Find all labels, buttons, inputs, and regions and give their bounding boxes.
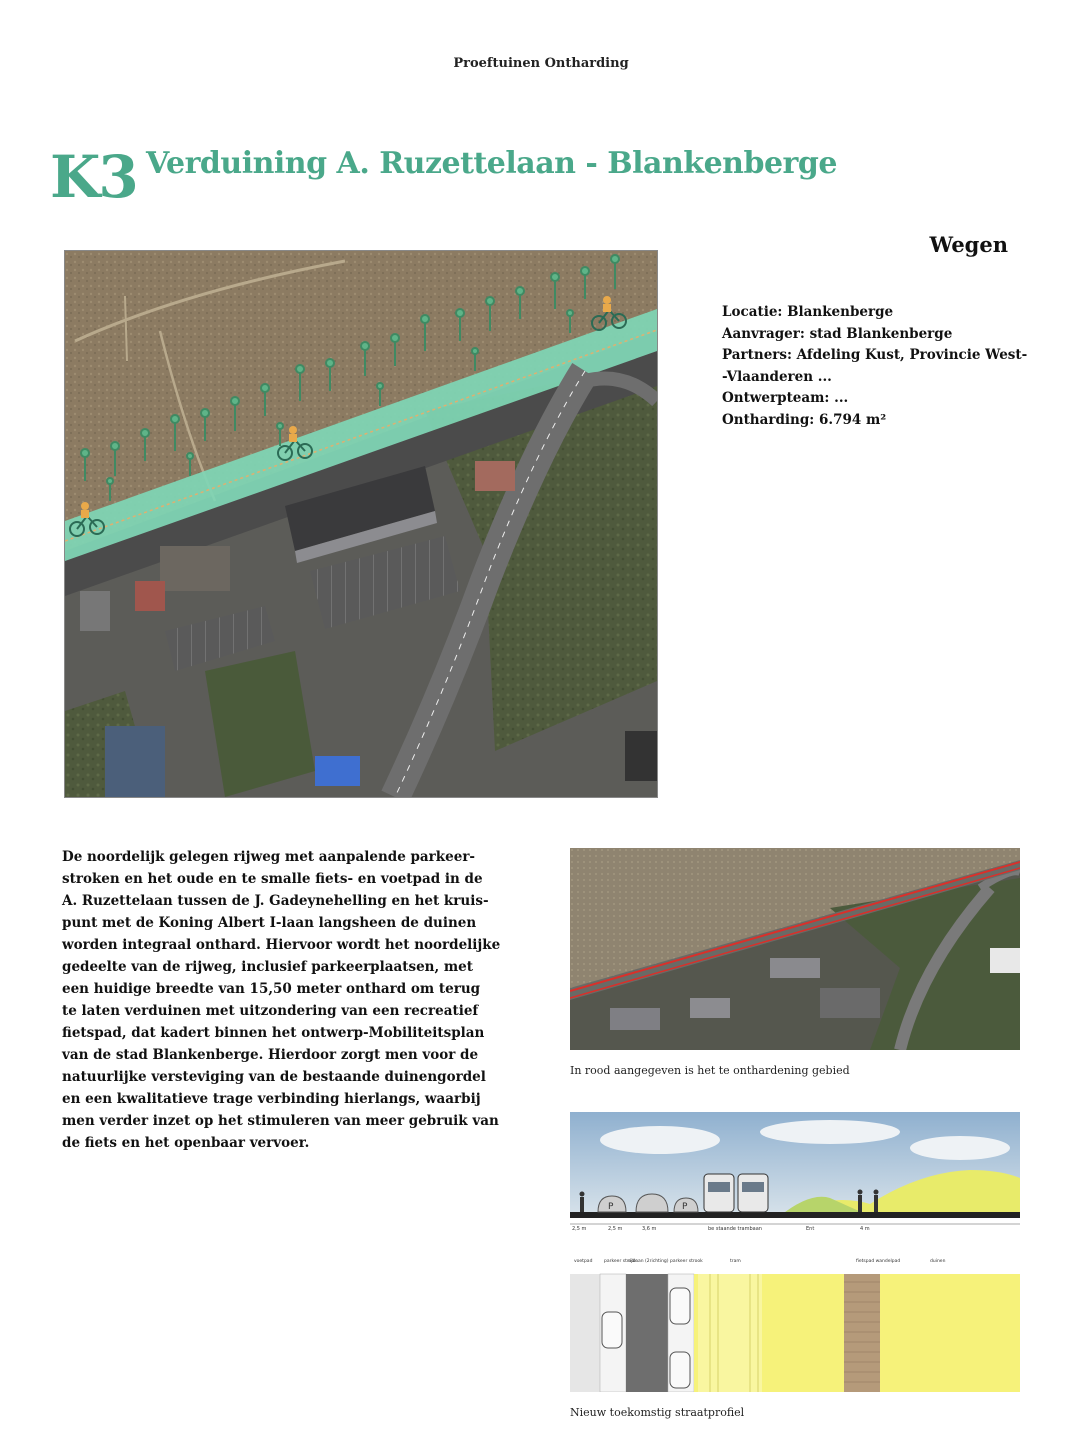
text-line: men verder inzet op het stimuleren van meer gebruik van	[62, 1113, 499, 1129]
meta-partners: Partners: Afdeling Kust, Provincie West-	[722, 347, 1028, 363]
aerial-photo-marked-area	[570, 848, 1020, 1050]
project-code: K3	[50, 143, 137, 211]
dimension-label: 4 m	[860, 1226, 870, 1232]
dimension-label: Ent	[806, 1226, 815, 1232]
plan-label: rijbaan (2richting)	[628, 1259, 669, 1264]
parking-sign-label: P	[608, 1202, 614, 1212]
plan-label: voetpad	[574, 1259, 593, 1264]
text-line: en een kwalitatieve trage verbinding hierlangs, waarbij	[62, 1091, 481, 1107]
aerial-map-illustration	[64, 250, 658, 798]
text-line: te laten verduinen met uitzondering van een recreatief	[62, 1003, 479, 1019]
text-line: A. Ruzettelaan tussen de J. Gadeynehelling en het kruis-	[62, 893, 489, 909]
plan-label: duinen	[930, 1259, 946, 1264]
meta-location: Locatie: Blankenberge	[722, 304, 894, 320]
text-line: de fiets en het openbaar vervoer.	[62, 1135, 310, 1151]
meta-applicant: Aanvrager: stad Blankenberge	[722, 325, 953, 342]
street-profile-drawing	[570, 1112, 1020, 1392]
parking-sign-label: P	[682, 1202, 688, 1212]
plan-label: tram	[730, 1259, 741, 1264]
dimension-label: 2,5 m	[572, 1226, 587, 1232]
plan-label: fietspad wandelpad	[856, 1259, 901, 1264]
dimension-label: 2,5 m	[608, 1226, 623, 1232]
plan-label: parkeer strook	[670, 1259, 703, 1264]
text-line: stroken en het oude en te smalle fiets- en voetpad in de	[62, 871, 483, 887]
project-title: Verduining A. Ruzettelaan - Blankenberge	[146, 146, 837, 181]
photo-caption: In rood aangegeven is het te onthardening gebied	[570, 1064, 850, 1077]
dimension-label: be staande trambaan	[708, 1226, 762, 1232]
project-meta	[722, 302, 1028, 431]
running-header: Proeftuinen Ontharding	[453, 56, 629, 71]
text-line: van de stad Blankenberge. Hierdoor zorgt men voor de	[62, 1047, 479, 1063]
text-line: natuurlijke versteviging van de bestaande duinengordel	[62, 1069, 486, 1085]
text-line: worden integraal onthard. Hiervoor wordt het noordelijke	[62, 937, 501, 953]
text-line: fietspad, dat kadert binnen het ontwerp-Mobiliteitsplan	[62, 1025, 485, 1041]
text-line: gedeelte van de rijweg, inclusief parkeerplaatsen, met	[62, 959, 473, 975]
plan-label: parkeer strook	[604, 1259, 637, 1264]
text-line: een huidige breedte van 15,50 meter onthard om terug	[62, 981, 481, 997]
text-line: De noordelijk gelegen rijweg met aanpalende parkeer-	[62, 849, 476, 865]
meta-unpaved-area: Ontharding: 6.794 m²	[722, 411, 887, 428]
dimension-label: 3,6 m	[642, 1226, 657, 1232]
meta-design-team: Ontwerpteam: ...	[722, 390, 849, 406]
profile-caption: Nieuw toekomstig straatprofiel	[570, 1406, 745, 1419]
description-paragraph	[62, 846, 516, 1154]
text-line: punt met de Koning Albert I-laan langsheen de duinen	[62, 915, 477, 931]
project-category: Wegen	[929, 232, 1008, 257]
meta-partners-cont: -Vlaanderen ...	[722, 368, 832, 385]
